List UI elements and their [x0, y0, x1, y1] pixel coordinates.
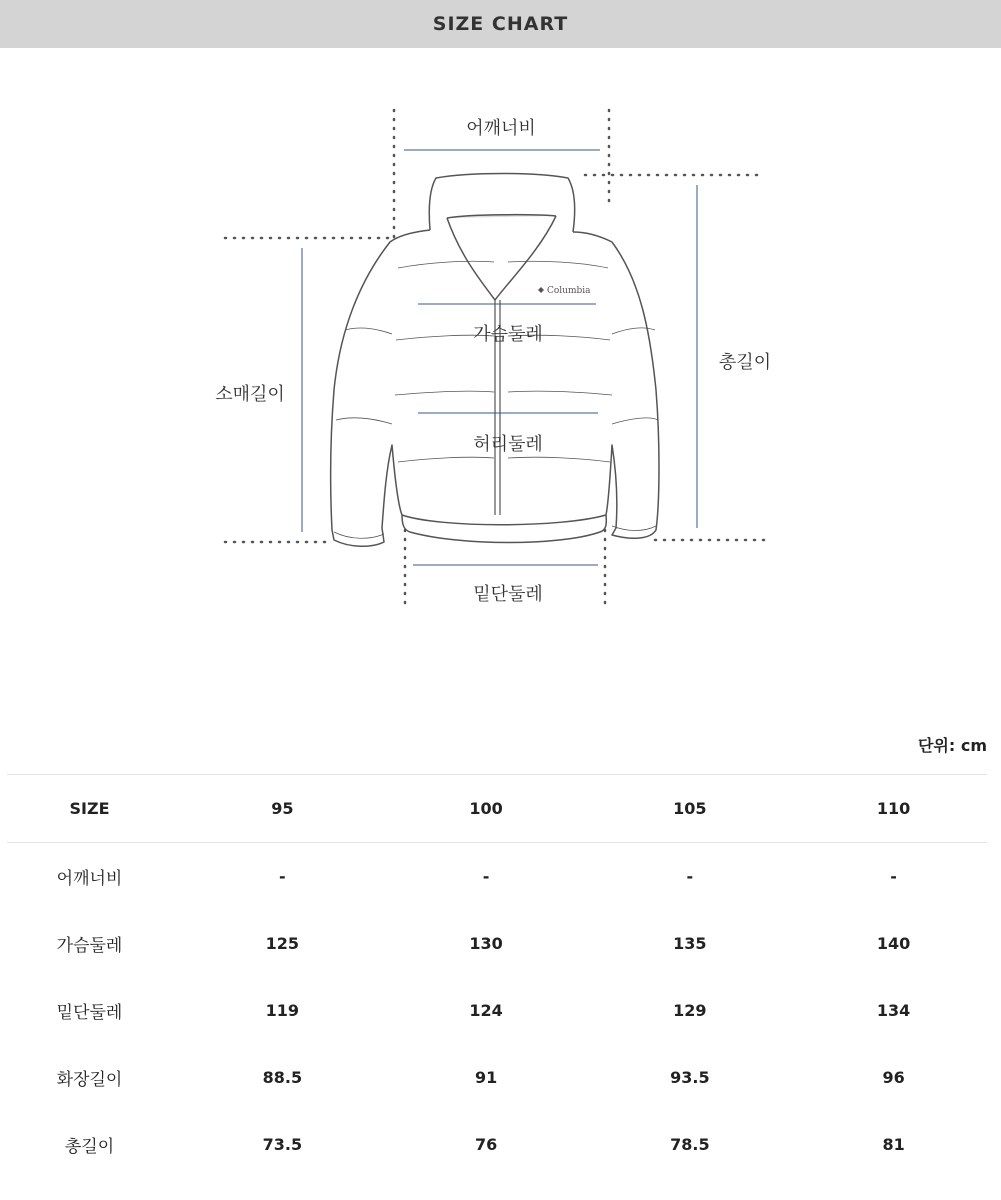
jacket-outline [331, 174, 659, 547]
table-row [7, 1111, 987, 1178]
page-title: SIZE CHART [432, 13, 569, 35]
column-header: 110 [876, 799, 911, 818]
row-label: 가슴둘레 [56, 935, 123, 956]
table-cell: - [890, 866, 897, 886]
brand-logo-text: Columbia [547, 286, 591, 296]
column-header: 95 [271, 799, 294, 818]
sleeve-label: 소매길이 [215, 384, 285, 405]
table-cell: 130 [469, 933, 503, 953]
size-table [7, 774, 987, 1178]
table-cell: 125 [265, 933, 300, 953]
column-header: SIZE [69, 799, 110, 818]
row-label: 어깨너비 [56, 868, 123, 889]
table-cell: - [686, 866, 694, 886]
shoulder-label: 어깨너비 [466, 118, 536, 139]
table-row [7, 910, 987, 977]
column-header: 105 [673, 799, 707, 818]
row-label: 총길이 [64, 1136, 115, 1157]
waist-label: 허리둘레 [473, 434, 543, 455]
unit-label: 단위: cm [917, 736, 987, 755]
table-cell: 134 [876, 1000, 911, 1020]
table-cell: 91 [474, 1067, 498, 1087]
brand-logo [538, 287, 544, 293]
table-row [7, 977, 987, 1044]
row-label: 화장길이 [56, 1069, 123, 1090]
table-row [7, 1044, 987, 1111]
table-cell: 129 [673, 1000, 707, 1020]
row-label: 밑단둘레 [56, 1002, 123, 1023]
table-cell: - [279, 866, 286, 886]
jacket-illustration [0, 48, 1001, 668]
table-cell: 93.5 [670, 1067, 710, 1087]
table-cell: - [482, 866, 490, 886]
size-chart-header [0, 0, 1001, 48]
chest-label: 가슴둘레 [473, 324, 543, 345]
table-row [7, 843, 987, 910]
table-cell: 135 [673, 933, 707, 953]
jacket-measurement-diagram [0, 48, 1001, 668]
hem-label: 밑단둘레 [473, 584, 543, 605]
table-cell: 81 [882, 1134, 905, 1154]
column-header: 100 [469, 799, 503, 818]
table-cell: 119 [265, 1000, 300, 1020]
length-label: 총길이 [718, 352, 772, 373]
table-cell: 88.5 [262, 1067, 303, 1087]
table-cell: 140 [876, 933, 911, 953]
table-cell: 124 [469, 1000, 503, 1020]
table-cell: 76 [474, 1134, 498, 1154]
table-cell: 78.5 [670, 1134, 710, 1154]
table-header-row [7, 775, 987, 843]
table-cell: 96 [882, 1067, 905, 1087]
table-cell: 73.5 [262, 1134, 303, 1154]
